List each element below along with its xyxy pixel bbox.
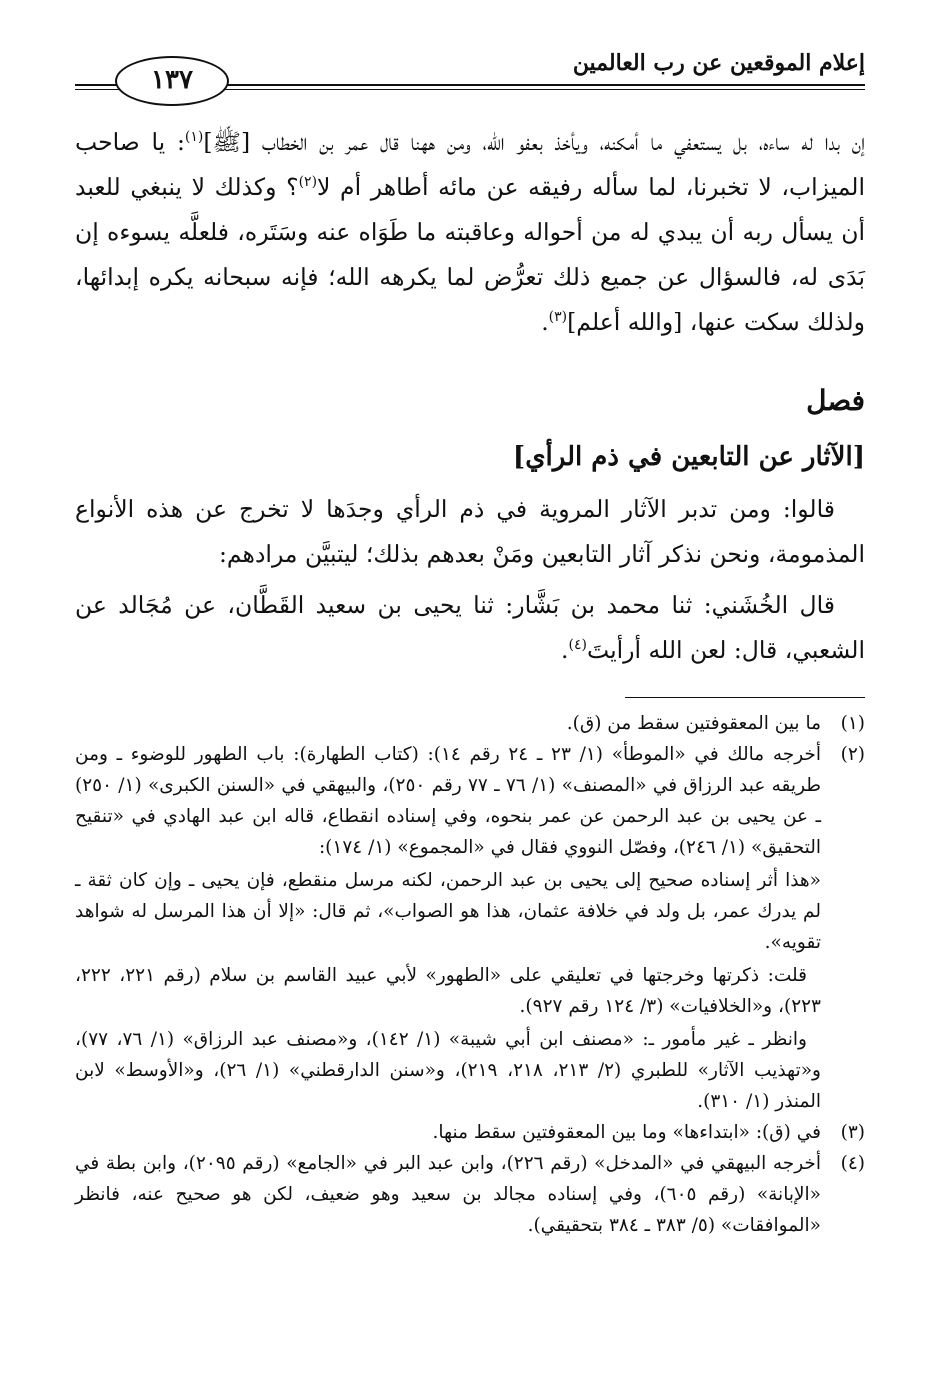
footnote-1 bbox=[75, 708, 865, 739]
paragraph-1-part-4: ؟ وكذلك لا ينبغي للعبد أن يسأل ربه أن يبدي له من أحواله وعاقبته ما طَوَاه عنه وسَتَره، فلعلَّه يسوءه إن بَدَى له، فالسؤال عن جميع ذلك تعرُّض لما يكرهه الله؛ فإنه سبحانه يكره إبدائها، ولذلك سكت عنها، [والله أعلم] bbox=[75, 173, 865, 336]
footnote-ref-4[interactable]: (٤) bbox=[568, 637, 587, 654]
footnote-number: (٣) bbox=[840, 1122, 865, 1143]
paragraph-1-part-5: . bbox=[541, 308, 549, 336]
paragraph-3-part-2: . bbox=[561, 636, 569, 664]
footnote-2-note-1: قلت: ذكرتها وخرجتها في تعليقي على «الطهور» لأبي عبيد القاسم بن سلام (رقم ٢٢١، ٢٢٢، ٢٢٣)، و«الخلافيات» (٣/ ١٢٤ رقم ٩٢٧). bbox=[75, 965, 821, 1017]
paragraph-1-part-3: : يا صاحب الميزاب، لا تخبرنا، لما سأله رفيقه عن مائه أطاهر أم لا bbox=[75, 128, 865, 201]
footnote-2-note-2: وانظر ـ غير مأمور ـ: «مصنف ابن أبي شيبة» (١/ ١٤٢)، و«مصنف عبد الرزاق» (١/ ٧٦، ٧٧)، و«تهذيب الآثار» للطبري (٢/ ٢١٣، ٢١٨، ٢١٩)، و«سنن الدارقطني» (١/ ٢٦)، و«الأوسط» لابن المنذر (١/ ٣١٠). bbox=[75, 1029, 821, 1112]
footnote-4 bbox=[75, 1148, 865, 1241]
footnote-3 bbox=[75, 1117, 865, 1148]
paragraph-3-part-1: قال الخُشَني: ثنا محمد بن بَشَّار: ثنا يحيى بن سعيد القَطَّان، عن مُجَالد عن الشعبي، قال: لعن الله أرأيتَ bbox=[75, 591, 865, 664]
footnote-ref-3[interactable]: (٣) bbox=[548, 309, 568, 326]
page-header bbox=[75, 40, 865, 96]
footnote-number: (١) bbox=[840, 713, 865, 734]
footnote-ref-1[interactable]: (١) bbox=[184, 129, 204, 146]
section-title: [الآثار عن التابعين في ذم الرأي] bbox=[512, 442, 865, 472]
section-label: فصل bbox=[806, 384, 865, 417]
footnote-number: (٢) bbox=[840, 744, 865, 765]
footnote-2 bbox=[75, 739, 865, 863]
footnotes bbox=[75, 708, 865, 1241]
honorific-glyph: ﷺ bbox=[212, 128, 241, 156]
footnote-text: في (ق): «ابتداءها» وما بين المعقوفتين سقط منها. bbox=[432, 1122, 821, 1143]
page-number: ١٣٧ bbox=[115, 56, 229, 106]
footnote-2-quote: «هذا أثر إسناده صحيح إلى يحيى بن عبد الرحمن، لكنه مرسل منقطع، فإن يحيى ـ وإن كان ثقة ـ لم يدرك عمر، بل ولد في خلافة عثمان، هذا هو الصواب»، ثم قال: «إلا أن هذا المرسل له شواهد تقويه». bbox=[75, 870, 821, 953]
book-page bbox=[75, 40, 865, 1241]
footnote-ref-2[interactable]: (٢) bbox=[298, 174, 318, 191]
paragraph-1 bbox=[75, 120, 865, 345]
main-text bbox=[75, 120, 865, 673]
paragraph-2: قالوا: ومن تدبر الآثار المروية في ذم الرأي وجدَها لا تخرج عن هذه الأنواع المذمومة، ونحن نذكر آثار التابعين ومَنْ بعدهم بذلك؛ ليتبيَّن مرادهم: bbox=[75, 495, 865, 568]
footnote-text: أخرجه البيهقي في «المدخل» (رقم ٢٢٦)، وابن عبد البر في «الجامع» (رقم ٢٠٩٥)، وابن بطة في «الإبانة» (رقم ٦٠٥)، وفي إسناده مجالد بن سعيد وهو ضعيف، لكن هو صحيح عنه، فانظر «الموافقات» (٥/ ٣٨٣ ـ ٣٨٤ بتحقيقي). bbox=[75, 1153, 822, 1236]
paragraph-1-part-2: ] bbox=[203, 128, 213, 156]
paragraph-3 bbox=[75, 583, 865, 673]
footnote-text: أخرجه مالك في «الموطأ» (١/ ٢٣ ـ ٢٤ رقم ١٤): (كتاب الطهارة): باب الطهور للوضوء ـ ومن طريقه عبد الرزاق في «المصنف» (١/ ٧٦ ـ ٧٧ رقم ٢٥٠)، والبيهقي في «السنن الكبرى» (١/ ٢٥٠) ـ عن يحيى بن عبد الرحمن عن عمر بنحوه، وفي إسناده انقطاع، قاله ابن عبد الهادي في «تنقيح التحقيق» (١/ ٢٤٦)، وفصّل النووي فقال في «المجموع» (١/ ١٧٤): bbox=[75, 744, 821, 858]
footnote-text: ما بين المعقوفتين سقط من (ق). bbox=[566, 713, 821, 734]
footnote-number: (٤) bbox=[840, 1153, 865, 1174]
running-title: إعلام الموقعين عن رب العالمين bbox=[572, 50, 865, 76]
footnote-separator bbox=[625, 697, 865, 698]
paragraph-1-part-1: إن بدا له ساءه، بل يستعفي ما أمكنه، ويأخذ بعفو الله، ومن ههنا قال عمر بن الخطاب [ bbox=[240, 128, 865, 156]
